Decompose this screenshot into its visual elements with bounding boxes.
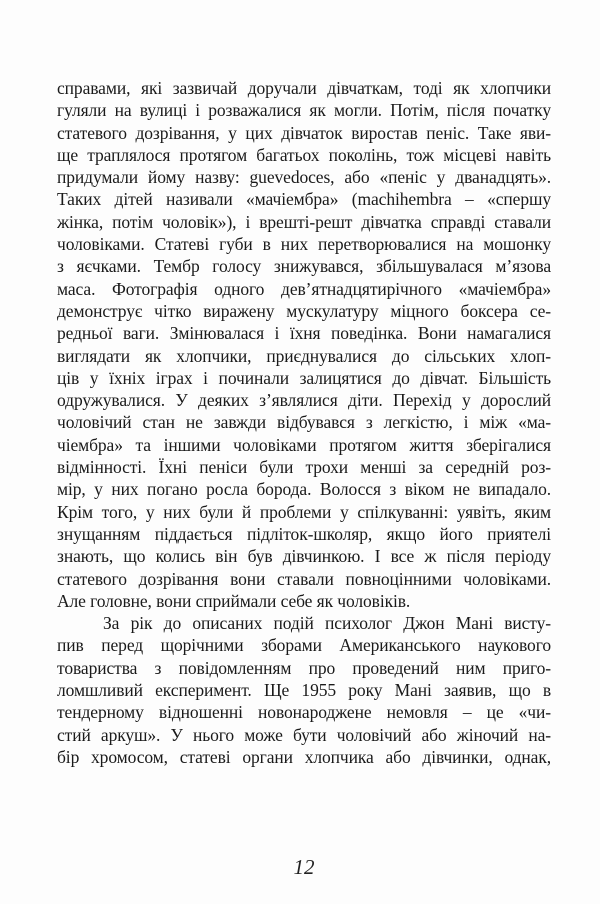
text-line: знущанням піддається підліток-школяр, якщо його приятелі <box>57 523 551 544</box>
text-line: ще траплялося протягом багатьох поколінь, тож місцеві навіть <box>57 144 551 165</box>
text-line: демонструє чітко виражену мускулатуру міцного боксера се- <box>57 300 551 321</box>
text-line: справами, які зазвичай доручали дівчаткам, тоді як хлопчики <box>57 78 551 98</box>
text-line: одружувалися. У деяких з’являлися діти. Перехід у дорослий <box>57 390 551 411</box>
text-line: ломшливий експеримент. Ще 1955 року Мані заявив, що в <box>57 680 551 701</box>
text-line: з яєчками. Тембр голосу знижувався, збільшувалася м’язова <box>57 256 551 277</box>
text-line: відмінності. Їхні пеніси були трохи менші за середній роз- <box>57 457 551 478</box>
text-line: статевого дозрівання, у цих дівчаток виростав пеніс. Таке яви- <box>57 122 551 143</box>
text-line: мір, у них погано росла борода. Волосся з віком не випадало. <box>57 479 551 500</box>
text-line: гуляли на вулиці і розважалися як могли. Потім, після початку <box>57 100 551 121</box>
text-line: тендерному відношенні новонароджене немовля – це «чи- <box>57 702 551 723</box>
text-line: бір хромосом, статеві органи хлопчика або дівчинки, однак, <box>57 746 551 767</box>
text-line: Крім того, у них були й проблеми у спілкуванні: уявіть, яким <box>57 501 551 522</box>
text-line: Але головне, вони сприймали себе як чоловіків. <box>57 590 411 611</box>
text-line: виглядати як хлопчики, приєднувалися до сільських хлоп- <box>57 345 551 366</box>
text-line: чоловіками. Статеві губи в них перетворювалися на мошонку <box>57 234 551 255</box>
text-line: чіембра» та іншими чоловіками протягом життя зберігалися <box>57 434 551 455</box>
text-line: знають, що колись він був дівчинкою. І все ж після періоду <box>57 546 551 567</box>
text-line: маса. Фотографія одного дев’ятнадцятирічного «мачіембра» <box>57 278 551 299</box>
text-line: За рік до описаних подій психолог Джон Мані висту- <box>103 613 551 634</box>
text-line: чоловічий стан не завжди відбувався з легкістю, і між «ма- <box>57 412 551 433</box>
page-number: 12 <box>293 855 315 879</box>
text-line: ців у їхніх іграх і починали залицятися до дівчат. Більшість <box>57 367 551 388</box>
text-line: придумали йому назву: guevedoces, або «пеніс у дванадцять». <box>57 167 551 188</box>
text-line: статевого дозрівання вони ставали повноцінними чоловіками. <box>57 568 551 589</box>
text-line: редньої ваги. Змінювалася і їхня поведінка. Вони намагалися <box>57 323 551 344</box>
text-line: пив перед щорічними зборами Американського наукового <box>57 635 551 656</box>
text-line: Таких дітей називали «мачіембра» (machihembra – «спершу <box>57 189 551 210</box>
page-text-block <box>57 77 551 768</box>
text-line: стий аркуш». У нього може бути чоловічий або жіночий на- <box>57 724 551 745</box>
text-line: жінка, потім чоловік»), і врешті-решт дівчатка справді ставали <box>57 211 551 232</box>
text-line: товариства з повідомленням про проведений ним приго- <box>57 657 551 678</box>
